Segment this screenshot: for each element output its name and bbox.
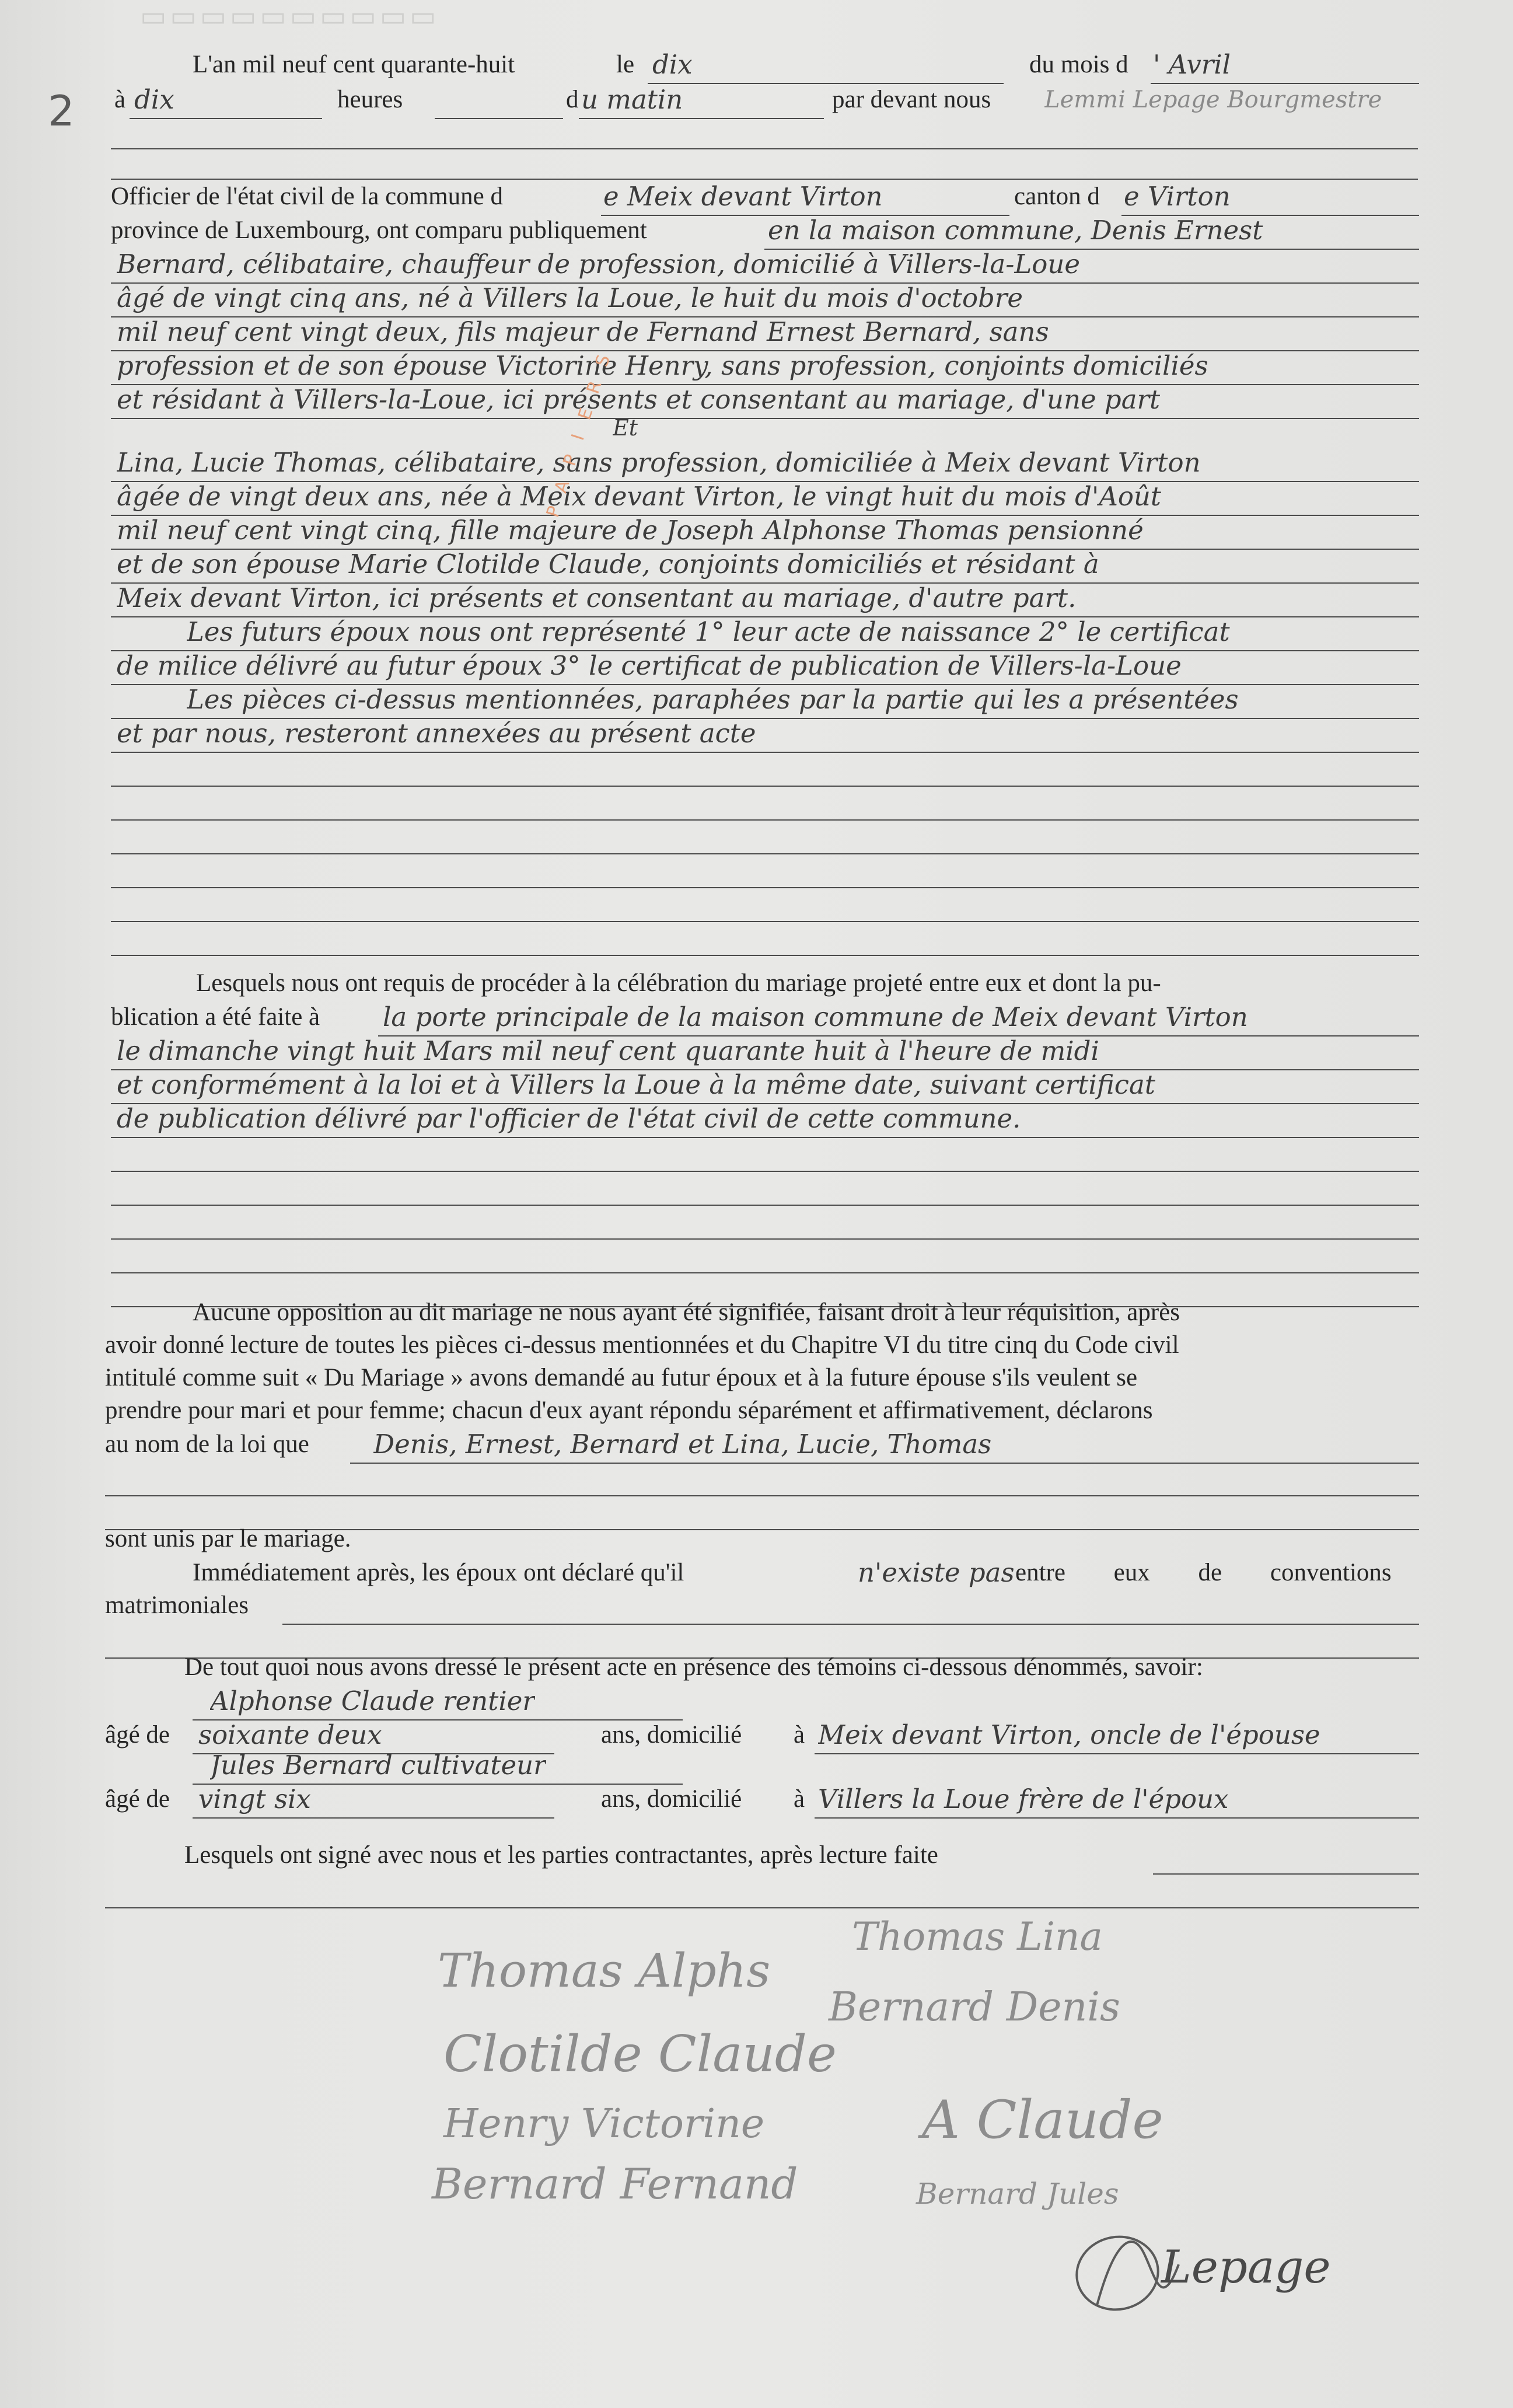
opposition-line-2: avoir donné lecture de toutes les pièces ci-dessus mentionnées et du Chapitre VI du titre cinq du Code civil bbox=[105, 1331, 1179, 1359]
canton-label: canton d bbox=[1014, 183, 1100, 210]
commune-value: e Meix devant Virton bbox=[603, 181, 883, 212]
witness-2-age: vingt six bbox=[198, 1784, 311, 1814]
hw-line-14: Les pièces ci-dessus mentionnées, paraphées par la partie qui les a présentées bbox=[187, 684, 1239, 715]
witness-1-place: Meix devant Virton, oncle de l'épouse bbox=[818, 1719, 1320, 1750]
canton-value: e Virton bbox=[1124, 181, 1231, 212]
hw-line-10: et de son épouse Marie Clotilde Claude, conjoints domiciliés et résidant à bbox=[117, 549, 1099, 580]
hw-line-11: Meix devant Virton, ici présents et consentant au mariage, d'autre part. bbox=[117, 582, 1077, 613]
pub-hw-line-1: le dimanche vingt huit Mars mil neuf cent quarante huit à l'heure de midi bbox=[117, 1035, 1099, 1066]
officier-text: Officier de l'état civil de la commune d bbox=[111, 183, 504, 210]
header-a: à bbox=[114, 86, 126, 113]
signature-henry-victorine: Henry Victorine bbox=[443, 2101, 765, 2147]
witness-1-name: Alphonse Claude rentier bbox=[210, 1685, 535, 1716]
matrimoniales: matrimoniales bbox=[105, 1592, 249, 1619]
officer-signature bbox=[1062, 2218, 1389, 2323]
opposition-line-3: intitulé comme suit « Du Mariage » avons demandé au futur époux et à la future épouse s'ils veulent se bbox=[105, 1364, 1138, 1391]
witness-2-name: Jules Bernard cultivateur bbox=[210, 1750, 546, 1781]
unis-par-mariage: sont unis par le mariage. bbox=[105, 1525, 351, 1552]
pub-hw-line-3: de publication délivré par l'officier de l'état civil de cette commune. bbox=[117, 1103, 1021, 1134]
opposition-line-1: Aucune opposition au dit mariage ne nous ayant été signifiée, faisant droit à leur réquisition, après bbox=[193, 1299, 1180, 1326]
signature-clotilde-claude: Clotilde Claude bbox=[443, 2025, 837, 2084]
header-dumois: du mois d bbox=[1029, 51, 1128, 78]
witness-1-ans-domicilie: ans, domicilié bbox=[601, 1721, 742, 1749]
hw-line-7: Lina, Lucie Thomas, célibataire, sans profession, domiciliée à Meix devant Virton bbox=[117, 447, 1201, 478]
opposition-line-5 bbox=[0, 1431, 1513, 1467]
signature-thomas-lina: Thomas Lina bbox=[852, 1914, 1103, 1959]
header-intro: L'an mil neuf cent quarante-huit bbox=[193, 51, 515, 78]
faded-header-watermark: ▭▭▭▭▭▭▭▭▭▭ bbox=[140, 1, 440, 32]
conventions-text: Immédiatement après, les époux ont déclaré qu'il bbox=[193, 1559, 684, 1586]
hw-line-3: mil neuf cent vingt deux, fils majeur de Fernand Ernest Bernard, sans bbox=[117, 316, 1049, 347]
officer-name: Lemmi Lepage Bourgmestre bbox=[1044, 86, 1382, 113]
witness-1-age: soixante deux bbox=[198, 1719, 382, 1750]
signature-thomas-alphs: Thomas Alphs bbox=[438, 1943, 771, 1998]
spouses-names: Denis, Ernest, Bernard et Lina, Lucie, Thomas bbox=[373, 1429, 992, 1460]
signature-lepage: Lepage bbox=[1161, 2241, 1331, 2294]
hw-line-12: Les futurs époux nous ont représenté 1° leur acte de naissance 2° le certificat bbox=[187, 616, 1230, 647]
header-d: d bbox=[566, 86, 579, 113]
witness-2-ans-domicilie: ans, domicilié bbox=[601, 1785, 742, 1813]
witness-2-details bbox=[0, 1786, 1513, 1822]
witness-2-a: à bbox=[794, 1785, 805, 1813]
witness-2-place: Villers la Loue frère de l'époux bbox=[818, 1784, 1229, 1814]
margin-record-number: 2 bbox=[48, 86, 75, 135]
signature-bernard-denis: Bernard Denis bbox=[829, 1984, 1120, 2030]
hour-value: dix bbox=[134, 84, 174, 115]
hw-line-15: et par nous, resteront annexées au présent acte bbox=[117, 718, 756, 749]
hw-line-1: Bernard, célibataire, chauffeur de profession, domicilié à Villers-la-Loue bbox=[117, 249, 1081, 280]
hw-line-et: Et bbox=[613, 415, 638, 441]
temoins-intro: De tout quoi nous avons dressé le présent acte en présence des témoins ci-dessous dénommés, savoir: bbox=[184, 1653, 1203, 1681]
signature-a-claude: A Claude bbox=[922, 2089, 1163, 2151]
hw-line-2: âgé de vingt cinq ans, né à Villers la Loue, le huit du mois d'octobre bbox=[117, 282, 1023, 313]
witness-2-age-label: âgé de bbox=[105, 1785, 170, 1813]
hw-line-8: âgée de vingt deux ans, née à Meix devant Virton, le vingt huit du mois d'Août bbox=[117, 481, 1161, 512]
hw-line-5: et résidant à Villers-la-Loue, ici présents et consentant au mariage, d'une part bbox=[117, 384, 1161, 415]
conventions-line-2 bbox=[0, 1592, 1513, 1628]
conventions-value: n'existe pas bbox=[858, 1557, 1015, 1588]
nom-de-la-loi: au nom de la loi que bbox=[105, 1430, 309, 1458]
header-par-devant: par devant nous bbox=[832, 86, 991, 113]
time-value: u matin bbox=[581, 84, 683, 115]
publication-place: la porte principale de la maison commune de Meix devant Virton bbox=[383, 1001, 1248, 1032]
stamp-papiers: PAPIERS bbox=[543, 337, 620, 520]
pub-hw-line-2: et conformément à la loi et à Villers la Loue à la même date, suivant certificat bbox=[117, 1069, 1155, 1100]
header-heures: heures bbox=[337, 86, 403, 113]
conventions-end: entre eux de conventions bbox=[1015, 1559, 1392, 1586]
witness-1-age-label: âgé de bbox=[105, 1721, 170, 1749]
hw-line-13: de milice délivré au futur époux 3° le certificat de publication de Villers-la-Loue bbox=[117, 650, 1182, 681]
signature-bernard-jules: Bernard Jules bbox=[916, 2177, 1119, 2211]
signature-bernard-fernand: Bernard Fernand bbox=[432, 2159, 798, 2208]
province-text: province de Luxembourg, ont comparu publiquement bbox=[111, 217, 647, 244]
month-value: ' Avril bbox=[1153, 49, 1231, 80]
closing-text: Lesquels ont signé avec nous et les parties contractantes, après lecture faite bbox=[184, 1841, 938, 1869]
opposition-line-4: prendre pour mari et pour femme; chacun d'eux ayant répondu séparément et affirmativement, déclarons bbox=[105, 1397, 1153, 1424]
publication-intro: Lesquels nous ont requis de procéder à la célébration du mariage projeté entre eux et dont la pu- bbox=[196, 969, 1161, 997]
header-le: le bbox=[616, 51, 635, 78]
day-value: dix bbox=[652, 49, 693, 80]
hw-line-9: mil neuf cent vingt cinq, fille majeure de Joseph Alphonse Thomas pensionné bbox=[117, 515, 1144, 546]
closing-line bbox=[0, 1842, 1513, 1878]
witness-1-a: à bbox=[794, 1721, 805, 1749]
hw-line-4: profession et de son épouse Victorine Henry, sans profession, conjoints domiciliés bbox=[117, 350, 1208, 381]
comparution-start: en la maison commune, Denis Ernest bbox=[768, 215, 1263, 246]
publication-text: blication a été faite à bbox=[111, 1003, 320, 1031]
